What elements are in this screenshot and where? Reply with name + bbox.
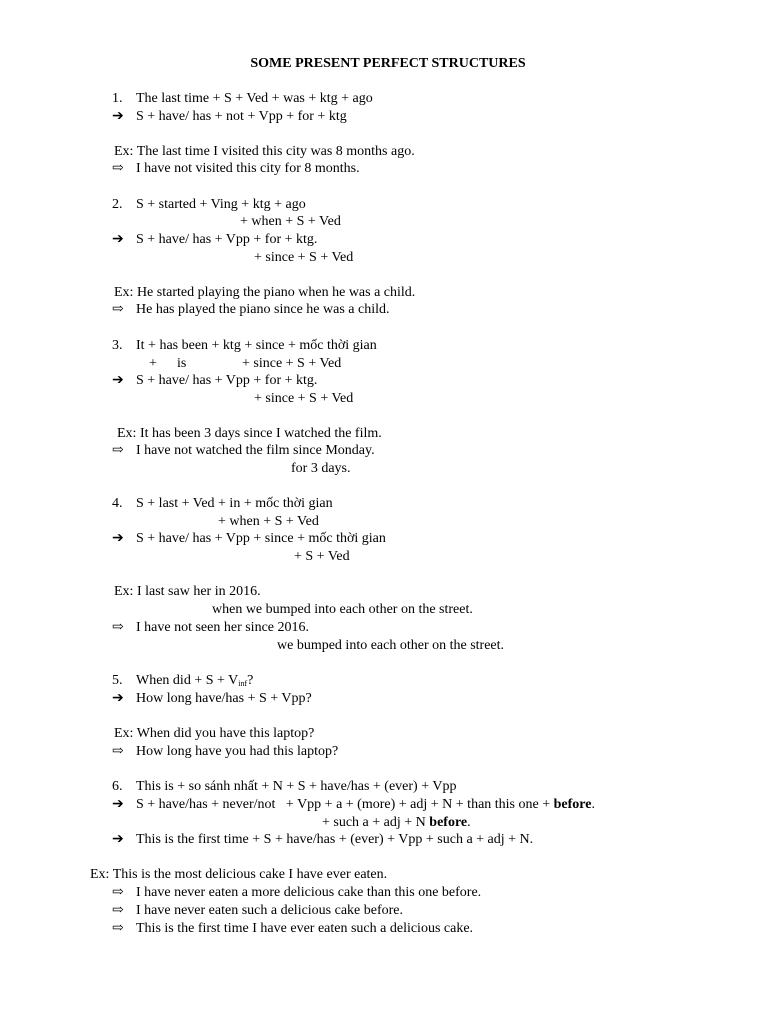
example-sentence: Ex: This is the most delicious cake I have ever eaten. <box>90 867 388 882</box>
hollow-arrow-icon: ⇨ <box>112 921 124 936</box>
example-sentence: Ex: I last saw her in 2016. <box>114 584 261 599</box>
formula-text: When did + S + V <box>136 673 239 688</box>
arrow-icon: ➔ <box>112 373 124 388</box>
hollow-arrow-icon: ⇨ <box>112 620 124 635</box>
example-answer-alt: we bumped into each other on the street. <box>277 638 505 653</box>
example-sentence: Ex: When did you have this laptop? <box>114 726 315 741</box>
structure-rewrite: S + have/ has + not + Vpp + for + ktg <box>136 109 347 124</box>
arrow-icon: ➔ <box>112 691 124 706</box>
formula-end: ? <box>247 673 254 688</box>
arrow-icon: ➔ <box>112 531 124 546</box>
item-number: 2. <box>112 197 123 212</box>
arrow-icon: ➔ <box>112 232 124 247</box>
example-answer: I have not visited this city for 8 months. <box>136 161 360 176</box>
structure-formula-alt: + since + S + Ved <box>242 356 342 371</box>
example-answer: This is the first time I have ever eaten such a delicious cake. <box>136 921 474 936</box>
rewrite-bold: before <box>553 797 592 812</box>
structure-rewrite: How long have/has + S + Vpp? <box>136 691 312 706</box>
structure-rewrite-alt: + since + S + Ved <box>254 250 354 265</box>
example-answer: I have never eaten such a delicious cake before. <box>136 903 404 918</box>
hollow-arrow-icon: ⇨ <box>112 903 124 918</box>
structure-rewrite-alt: + S + Ved <box>294 549 350 564</box>
example-sentence: Ex: The last time I visited this city was 8 months ago. <box>114 144 415 159</box>
hollow-arrow-icon: ⇨ <box>112 744 124 759</box>
structure-rewrite: S + have/ has + Vpp + since + mốc thời gian <box>136 531 386 546</box>
item-number: 6. <box>112 779 123 794</box>
structure-rewrite: S + have/ has + Vpp + for + ktg. <box>136 232 318 247</box>
structure-rewrite-second: This is the first time + S + have/has + (ever) + Vpp + such a + adj + N. <box>136 832 534 847</box>
item-number: 1. <box>112 91 123 106</box>
structure-formula-alt: + when + S + Ved <box>218 514 319 529</box>
hollow-arrow-icon: ⇨ <box>112 885 124 900</box>
rewrite-text: + such a + adj + N <box>322 815 430 830</box>
rewrite-bold: before <box>429 815 468 830</box>
example-answer: I have not seen her since 2016. <box>136 620 309 635</box>
structure-formula: The last time + S + Ved + was + ktg + ago <box>136 91 373 106</box>
hollow-arrow-icon: ⇨ <box>112 302 124 317</box>
example-answer: I have not watched the film since Monday. <box>136 443 375 458</box>
structure-rewrite <box>136 796 595 813</box>
structure-formula: S + started + Ving + ktg + ago <box>136 197 306 212</box>
formula-subscript: inf <box>238 679 248 688</box>
item-number: 4. <box>112 496 123 511</box>
structure-formula-plus: + <box>149 356 157 371</box>
structure-rewrite-alt <box>322 814 471 831</box>
rewrite-end: . <box>467 815 471 830</box>
structure-rewrite-alt: + since + S + Ved <box>254 391 354 406</box>
structure-formula: It + has been + ktg + since + mốc thời gian <box>136 338 377 353</box>
arrow-icon: ➔ <box>112 797 124 812</box>
structure-formula <box>136 672 253 689</box>
rewrite-text: S + have/has + never/not + Vpp + a + (more) + adj + N + than this one + <box>136 797 554 812</box>
example-answer: He has played the piano since he was a child. <box>136 302 390 317</box>
arrow-icon: ➔ <box>112 109 124 124</box>
hollow-arrow-icon: ⇨ <box>112 161 124 176</box>
example-sentence: Ex: He started playing the piano when he was a child. <box>114 285 416 300</box>
page-title: SOME PRESENT PERFECT STRUCTURES <box>250 56 526 71</box>
example-sentence: Ex: It has been 3 days since I watched the film. <box>117 426 382 441</box>
example-answer: I have never eaten a more delicious cake than this one before. <box>136 885 482 900</box>
hollow-arrow-icon: ⇨ <box>112 443 124 458</box>
rewrite-end: . <box>591 797 595 812</box>
structure-formula-is: is <box>177 356 187 371</box>
arrow-icon: ➔ <box>112 832 124 847</box>
item-number: 3. <box>112 338 123 353</box>
structure-formula-alt: + when + S + Ved <box>240 214 341 229</box>
item-number: 5. <box>112 673 123 688</box>
structure-formula: S + last + Ved + in + mốc thời gian <box>136 496 333 511</box>
example-answer-alt: for 3 days. <box>291 461 351 476</box>
example-answer: How long have you had this laptop? <box>136 744 339 759</box>
structure-formula: This is + so sánh nhất + N + S + have/has + (ever) + Vpp <box>136 779 457 794</box>
example-sentence-alt: when we bumped into each other on the street. <box>212 602 473 617</box>
structure-rewrite: S + have/ has + Vpp + for + ktg. <box>136 373 318 388</box>
